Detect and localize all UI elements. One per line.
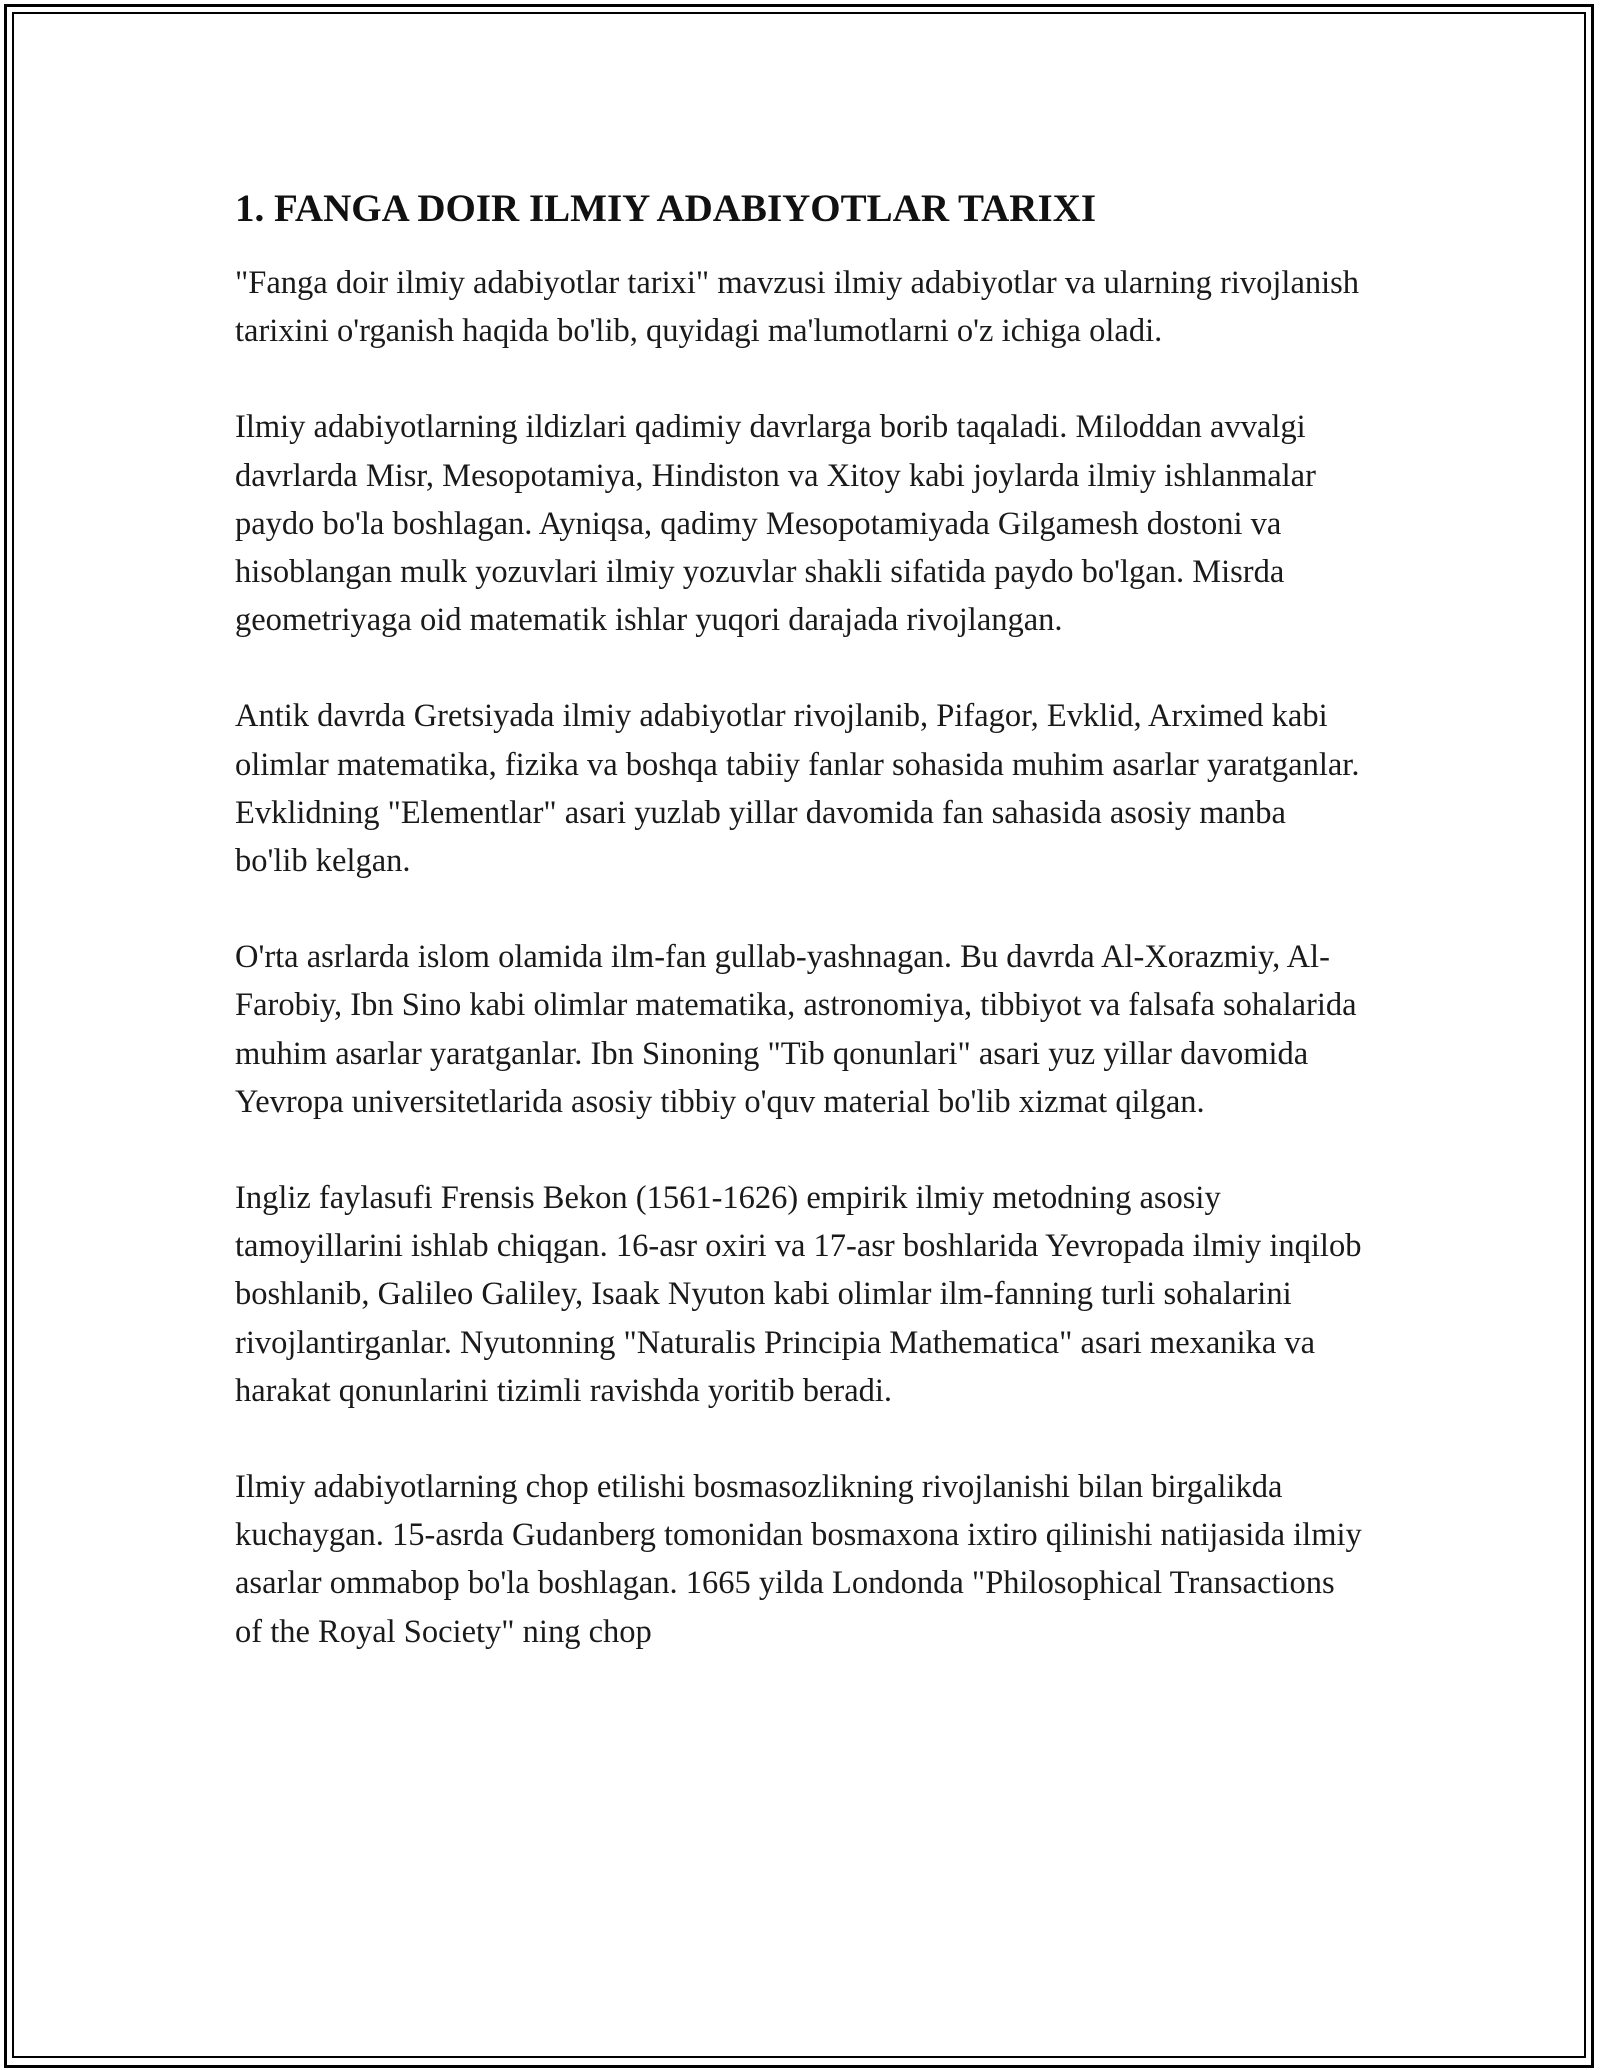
paragraph-scientific-revolution: Ingliz faylasufi Frensis Bekon (1561-1626) empirik ilmiy metodning asosiy tamoyillarini ishlab chiqgan. 16-asr oxiri va 17-asr boshlarida Yevropada ilmiy inqilob boshlanib, Galileo Galiley, Isaak Nyuton kabi olimlar ilm-fanning turli sohalarini rivojlantirganlar. Nyutonning "Naturalis Principia Mathematica" asari mexanika va harakat qonunlarini tizimli ravishda yoritib beradi. — [235, 1180, 1362, 1409]
paragraph-ancient: Ilmiy adabiyotlarning ildizlari qadimiy davrlarga borib taqaladi. Miloddan avvalgi davrlarda Misr, Mesopotamiya, Hindiston va Xitoy kabi joylarda ilmiy ishlanmalar paydo bo'la boshlagan. Ayniqsa, qadimy Mesopotamiyada Gilgamesh dostoni va hisoblangan mulk yozuvlari ilmiy yozuvlar shakli sifatida paydo bo'lgan. Misrda geometriyaga oid matematik ishlar yuqori darajada rivojlangan. — [235, 409, 1316, 639]
paragraph-antiquity: Antik davrda Gretsiyada ilmiy adabiyotlar rivojlanib, Pifagor, Evklid, Arximed kabi olimlar matematika, fizika va boshqa tabiiy fanlar sohasida muhim asarlar yaratganlar. Evklidning "Elementlar" asari yuzlab yillar davomida fan sahasida asosiy manba bo'lib kelgan. — [235, 698, 1360, 880]
document-body — [235, 185, 1365, 1704]
document-title: 1. FANGA DOIR ILMIY ADABIYOTLAR TARIXI — [235, 187, 1096, 230]
paragraph-middle-ages: O'rta asrlarda islom olamida ilm-fan gullab-yashnagan. Bu davrda Al-Xorazmiy, Al-Farobiy, Ibn Sino kabi olimlar matematika, astronomiya, tibbiyot va falsafa sohalarida muhim asarlar yaratganlar. Ibn Sinoning "Tib qonunlari" asari yuz yillar davomida Yevropa universitetlarida asosiy tibbiy o'quv material bo'lib xizmat qilgan. — [235, 939, 1357, 1120]
paragraph-intro: "Fanga doir ilmiy adabiyotlar tarixi" mavzusi ilmiy adabiyotlar va ularning rivojlanish tarixini o'rganish haqida bo'lib, quyidagi ma'lumotlarni o'z ichiga oladi. — [235, 265, 1360, 350]
paragraph-printing: Ilmiy adabiyotlarning chop etilishi bosmasozlikning rivojlanishi bilan birgalikda kuchaygan. 15-asrda Gudanberg tomonidan bosmaxona ixtiro qilinishi natijasida ilmiy asarlar ommabop bo'la boshlagan. 1665 yilda Londonda "Philosophical Transactions of the Royal Society" ning chop — [235, 1469, 1362, 1650]
